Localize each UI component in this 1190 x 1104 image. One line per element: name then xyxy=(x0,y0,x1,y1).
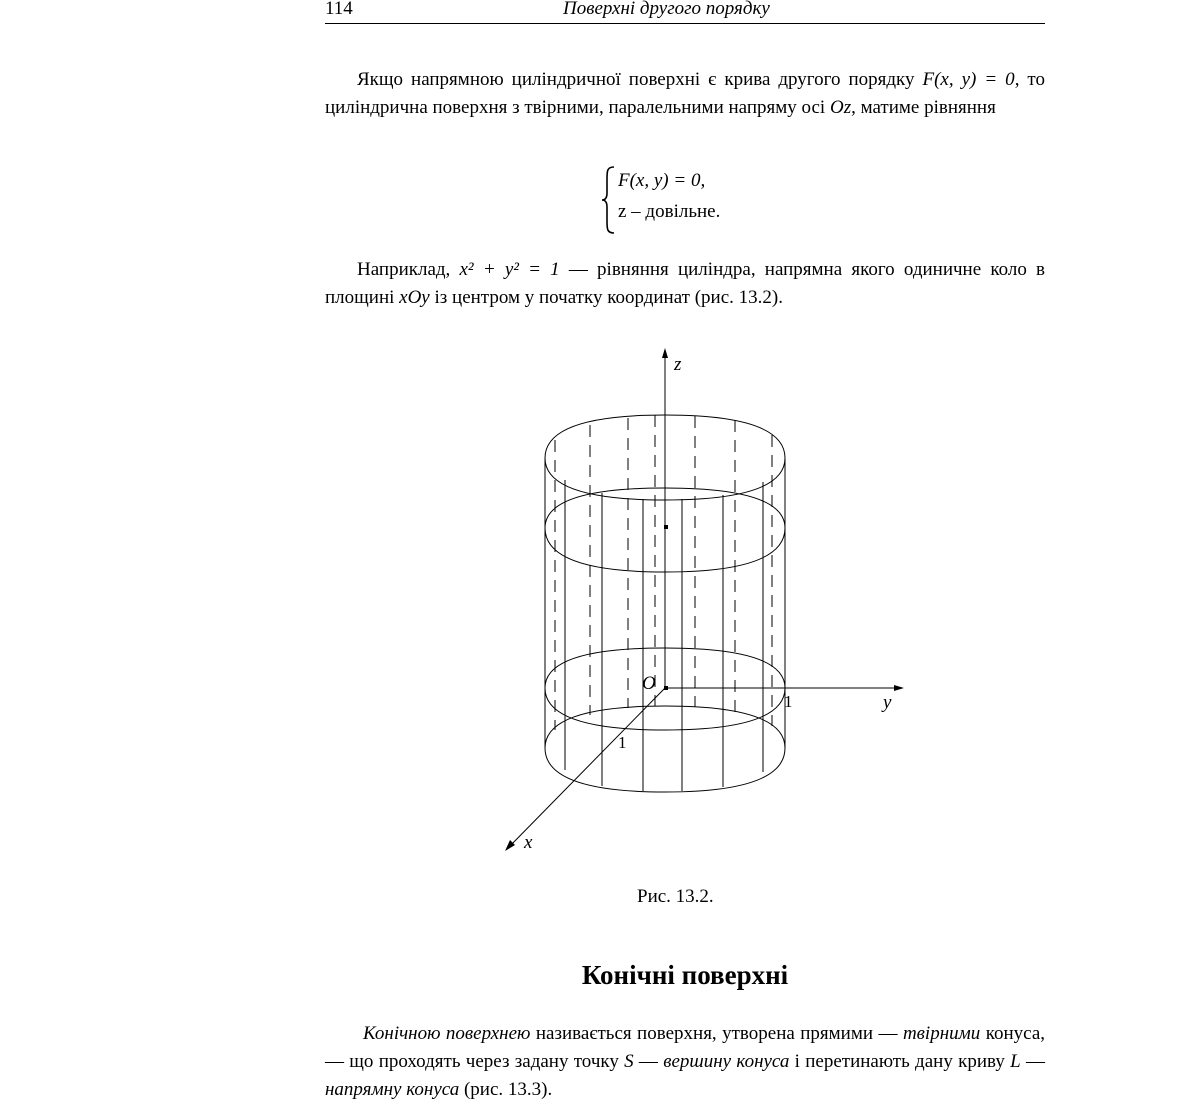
paragraph-cone-definition xyxy=(325,1020,1045,1104)
system-line-2: z – довільне. xyxy=(618,201,721,222)
text-span: , то циліндрична поверхня з твірними, паралельними напряму осі xyxy=(325,69,1045,118)
z-axis-arrow xyxy=(662,348,668,358)
page-number: 114 xyxy=(325,0,353,19)
text-span: — рівняння циліндра, напрямна якого одиничне коло в площині xyxy=(325,259,1045,308)
y-axis-label: y xyxy=(883,692,892,713)
text-span: Наприклад, xyxy=(357,259,460,280)
formula-Oz: Oz xyxy=(829,97,852,118)
formula-S: S xyxy=(624,1051,634,1072)
origin-point xyxy=(664,686,668,690)
formula-L: L xyxy=(1010,1051,1021,1072)
text-span: називається поверхня, утворена прямими — xyxy=(530,1023,903,1044)
term-cone-directrix: напрямну конуса xyxy=(325,1079,460,1100)
y-axis-arrow xyxy=(894,685,904,691)
z-axis-label: z xyxy=(674,354,682,375)
left-brace xyxy=(600,165,620,235)
bottom-ellipse-back xyxy=(545,706,785,748)
unit-x-label: 1 xyxy=(618,733,627,752)
term-cone-vertex: вершину конуса xyxy=(663,1051,790,1072)
unit-y-label: 1 xyxy=(784,692,793,711)
x-axis-arrow xyxy=(505,840,515,851)
system-line-1: F(x, y) = 0, xyxy=(618,170,706,191)
text-span: і перетинають дану криву xyxy=(789,1051,1011,1072)
formula-xOy: xOy xyxy=(399,287,430,308)
text-span: — xyxy=(633,1051,664,1072)
center-point xyxy=(664,525,668,529)
paragraph-example xyxy=(325,256,1045,312)
text-span: конуса, — що проходять через задану точку xyxy=(325,1023,1045,1072)
text-span: із центром у початку координат (рис. 13.2). xyxy=(429,287,783,308)
origin-label: O xyxy=(642,673,656,694)
formula-circle: x² + y² = 1 xyxy=(459,259,560,280)
bottom-ellipse-front xyxy=(545,748,785,792)
lower-section-front xyxy=(545,688,785,730)
term-generatrices: твірними xyxy=(902,1023,981,1044)
cylinder-figure xyxy=(490,340,920,860)
formula-F: F(x, y) = 0 xyxy=(922,69,1015,90)
text-span: — xyxy=(1020,1051,1045,1072)
x-axis-label: x xyxy=(524,832,533,853)
text-span: (рис. 13.3). xyxy=(459,1079,553,1100)
running-title: Поверхні другого порядку xyxy=(563,0,770,19)
paragraph-cylinder-definition xyxy=(325,66,1045,122)
text-span: Якщо напрямною циліндричної поверхні є крива другого порядку xyxy=(357,69,923,90)
section-heading: Конічні поверхні xyxy=(581,960,789,990)
term-conical-surface: Конічною поверхнею xyxy=(363,1023,531,1044)
page-header xyxy=(325,0,1045,24)
figure-caption: Рис. 13.2. xyxy=(637,886,714,907)
text-span: , матиме рівняння xyxy=(851,97,996,118)
x-axis xyxy=(508,688,665,848)
